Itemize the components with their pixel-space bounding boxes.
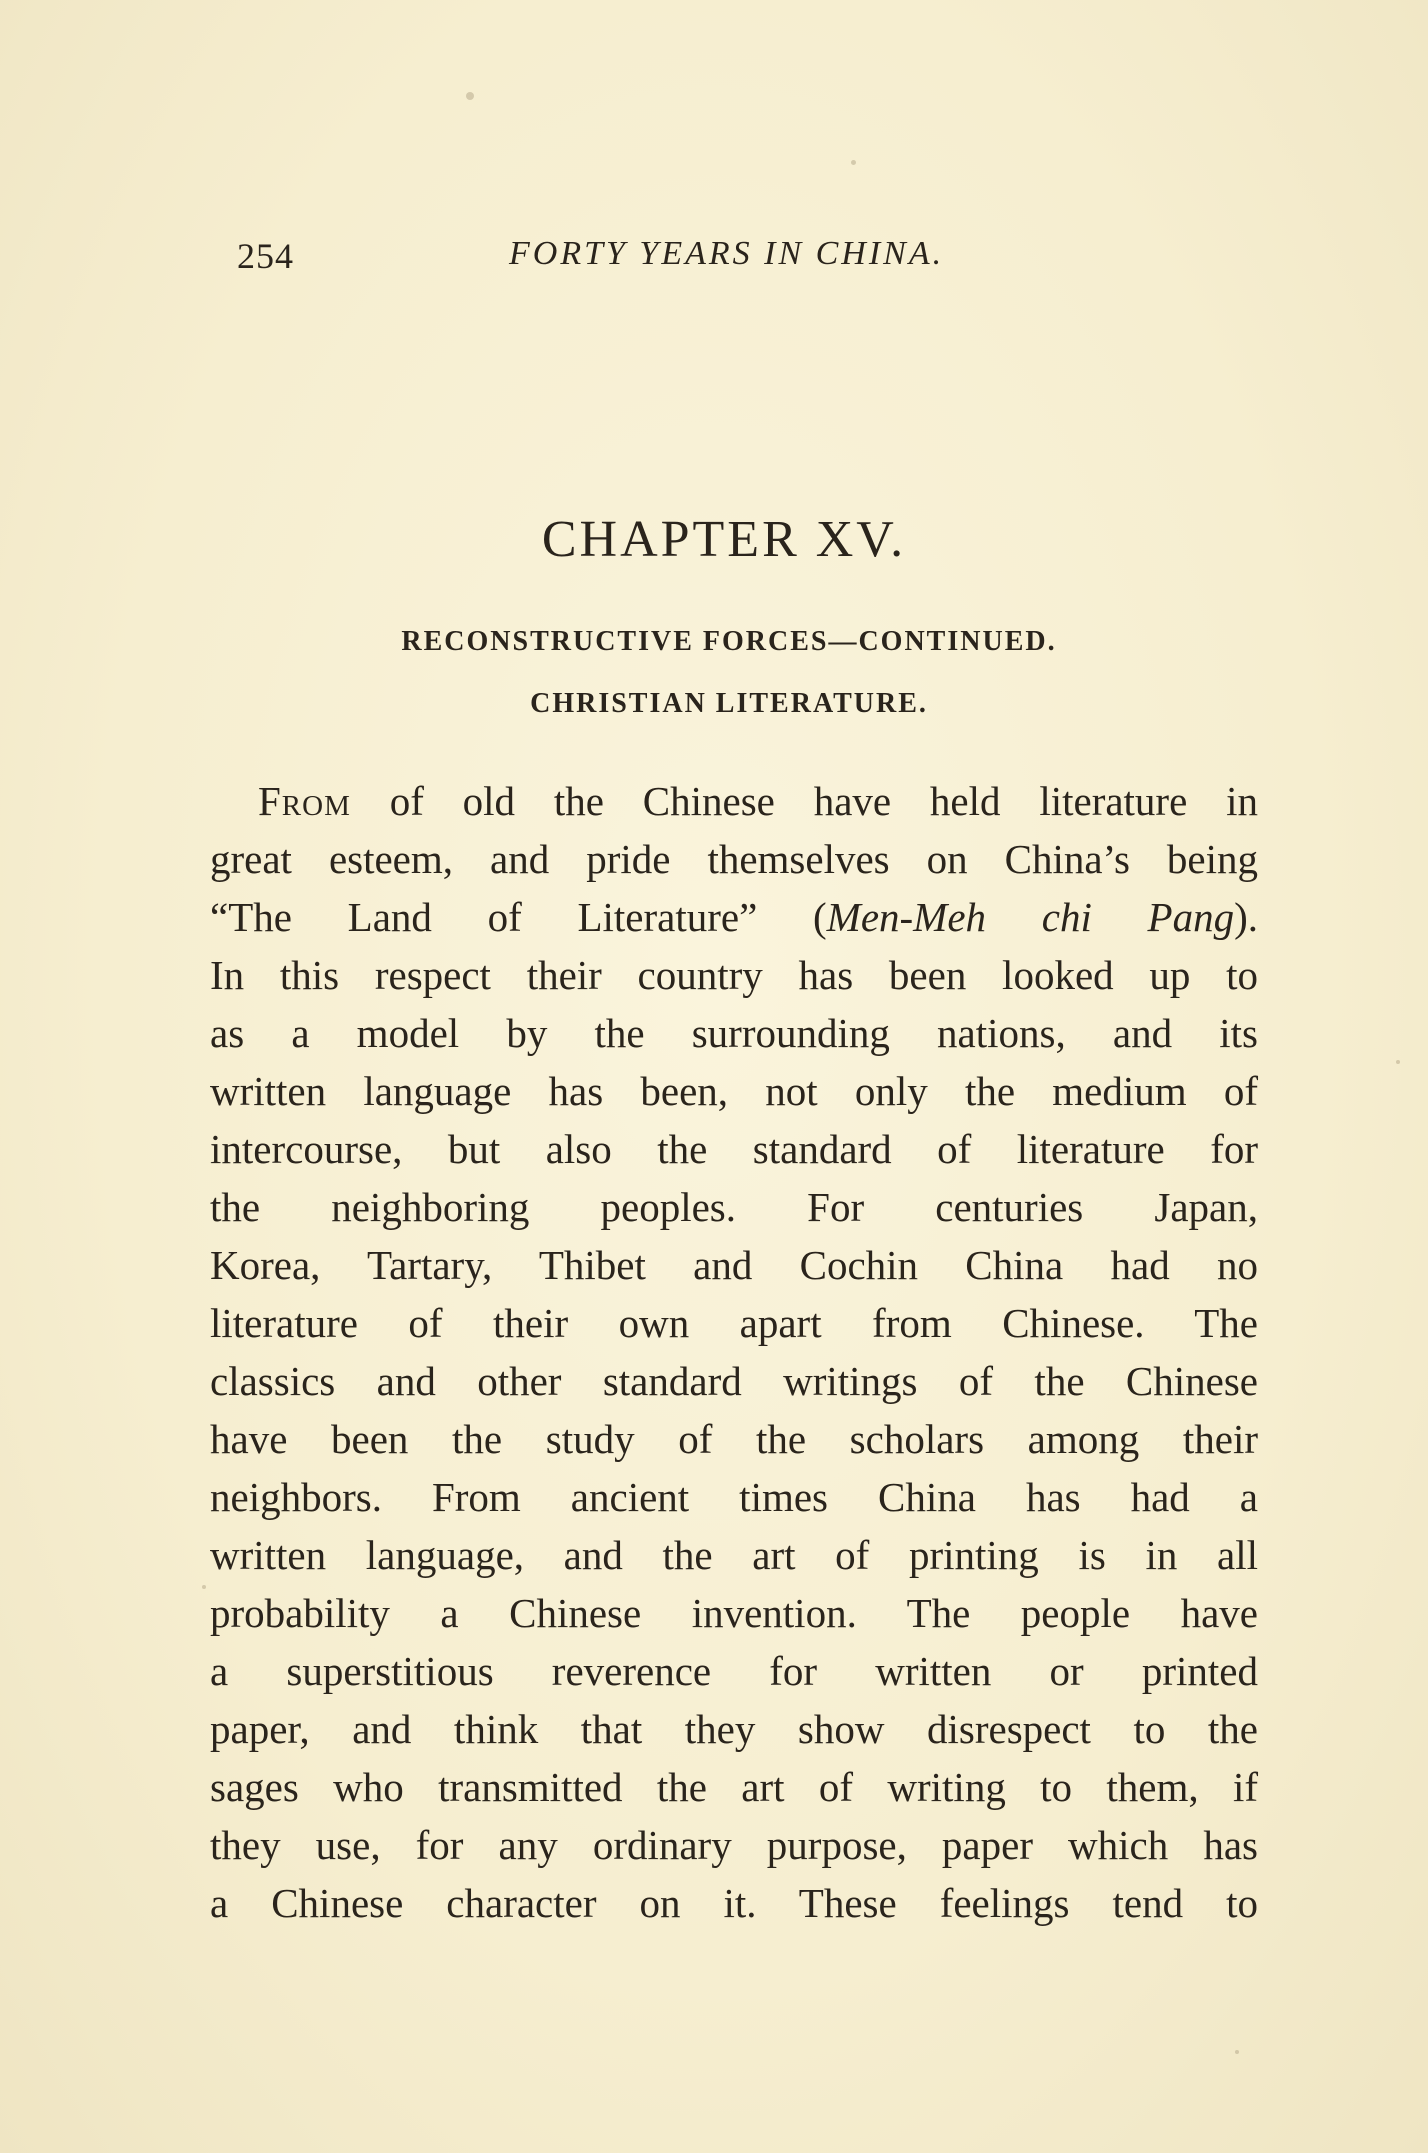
paper-speck bbox=[466, 92, 474, 100]
running-head bbox=[237, 235, 1257, 285]
text-span: of old the Chinese have held literature in bbox=[350, 778, 1258, 824]
paper-speck bbox=[851, 160, 856, 165]
text-line: the neighboring peoples. For centuries Japan, bbox=[210, 1184, 1258, 1230]
text-line: have been the study of the scholars among their bbox=[210, 1416, 1258, 1462]
body-text bbox=[210, 772, 1258, 1932]
text-line: classics and other standard writings of the Chinese bbox=[210, 1358, 1258, 1404]
text-line: probability a Chinese invention. The people have bbox=[210, 1590, 1258, 1636]
italic-phrase: Men-Meh chi Pang bbox=[826, 894, 1235, 940]
text-line: a Chinese character on it. These feelings tend to bbox=[210, 1880, 1258, 1926]
section-title: CHRISTIAN LITERATURE. bbox=[530, 688, 928, 719]
dropcap-word: From bbox=[258, 778, 351, 824]
text-line: In this respect their country has been looked up to bbox=[210, 952, 1258, 998]
text-line: written language, and the art of printing is in all bbox=[210, 1532, 1258, 1578]
text-span: “The Land of Literature” ( bbox=[210, 894, 827, 940]
text-span: ). bbox=[1234, 894, 1258, 940]
text-line: written language has been, not only the medium of bbox=[210, 1068, 1258, 1114]
chapter-subtitle: RECONSTRUCTIVE FORCES—CONTINUED. bbox=[401, 626, 1057, 657]
text-line: a superstitious reverence for written or printed bbox=[210, 1648, 1258, 1694]
text-line: sages who transmitted the art of writing to them, if bbox=[210, 1764, 1258, 1810]
text-line: literature of their own apart from Chinese. The bbox=[210, 1300, 1258, 1346]
page-number: 254 bbox=[237, 236, 294, 276]
text-line: neighbors. From ancient times China has had a bbox=[210, 1474, 1258, 1520]
paper-speck bbox=[202, 1585, 206, 1589]
chapter-title: CHAPTER XV. bbox=[541, 511, 907, 568]
text-line bbox=[210, 772, 1258, 830]
text-line: as a model by the surrounding nations, and its bbox=[210, 1010, 1258, 1056]
running-title: FORTY YEARS IN CHINA. bbox=[509, 235, 945, 272]
text-line: great esteem, and pride themselves on China’s being bbox=[210, 836, 1258, 882]
text-line: they use, for any ordinary purpose, paper which has bbox=[210, 1822, 1258, 1868]
paper-speck bbox=[1396, 1060, 1400, 1064]
text-line: intercourse, but also the standard of literature for bbox=[210, 1126, 1258, 1172]
text-line: Korea, Tartary, Thibet and Cochin China had no bbox=[210, 1242, 1258, 1288]
text-line: paper, and think that they show disrespect to the bbox=[210, 1706, 1258, 1752]
text-line bbox=[210, 888, 1258, 946]
paper-speck bbox=[1235, 2050, 1239, 2054]
